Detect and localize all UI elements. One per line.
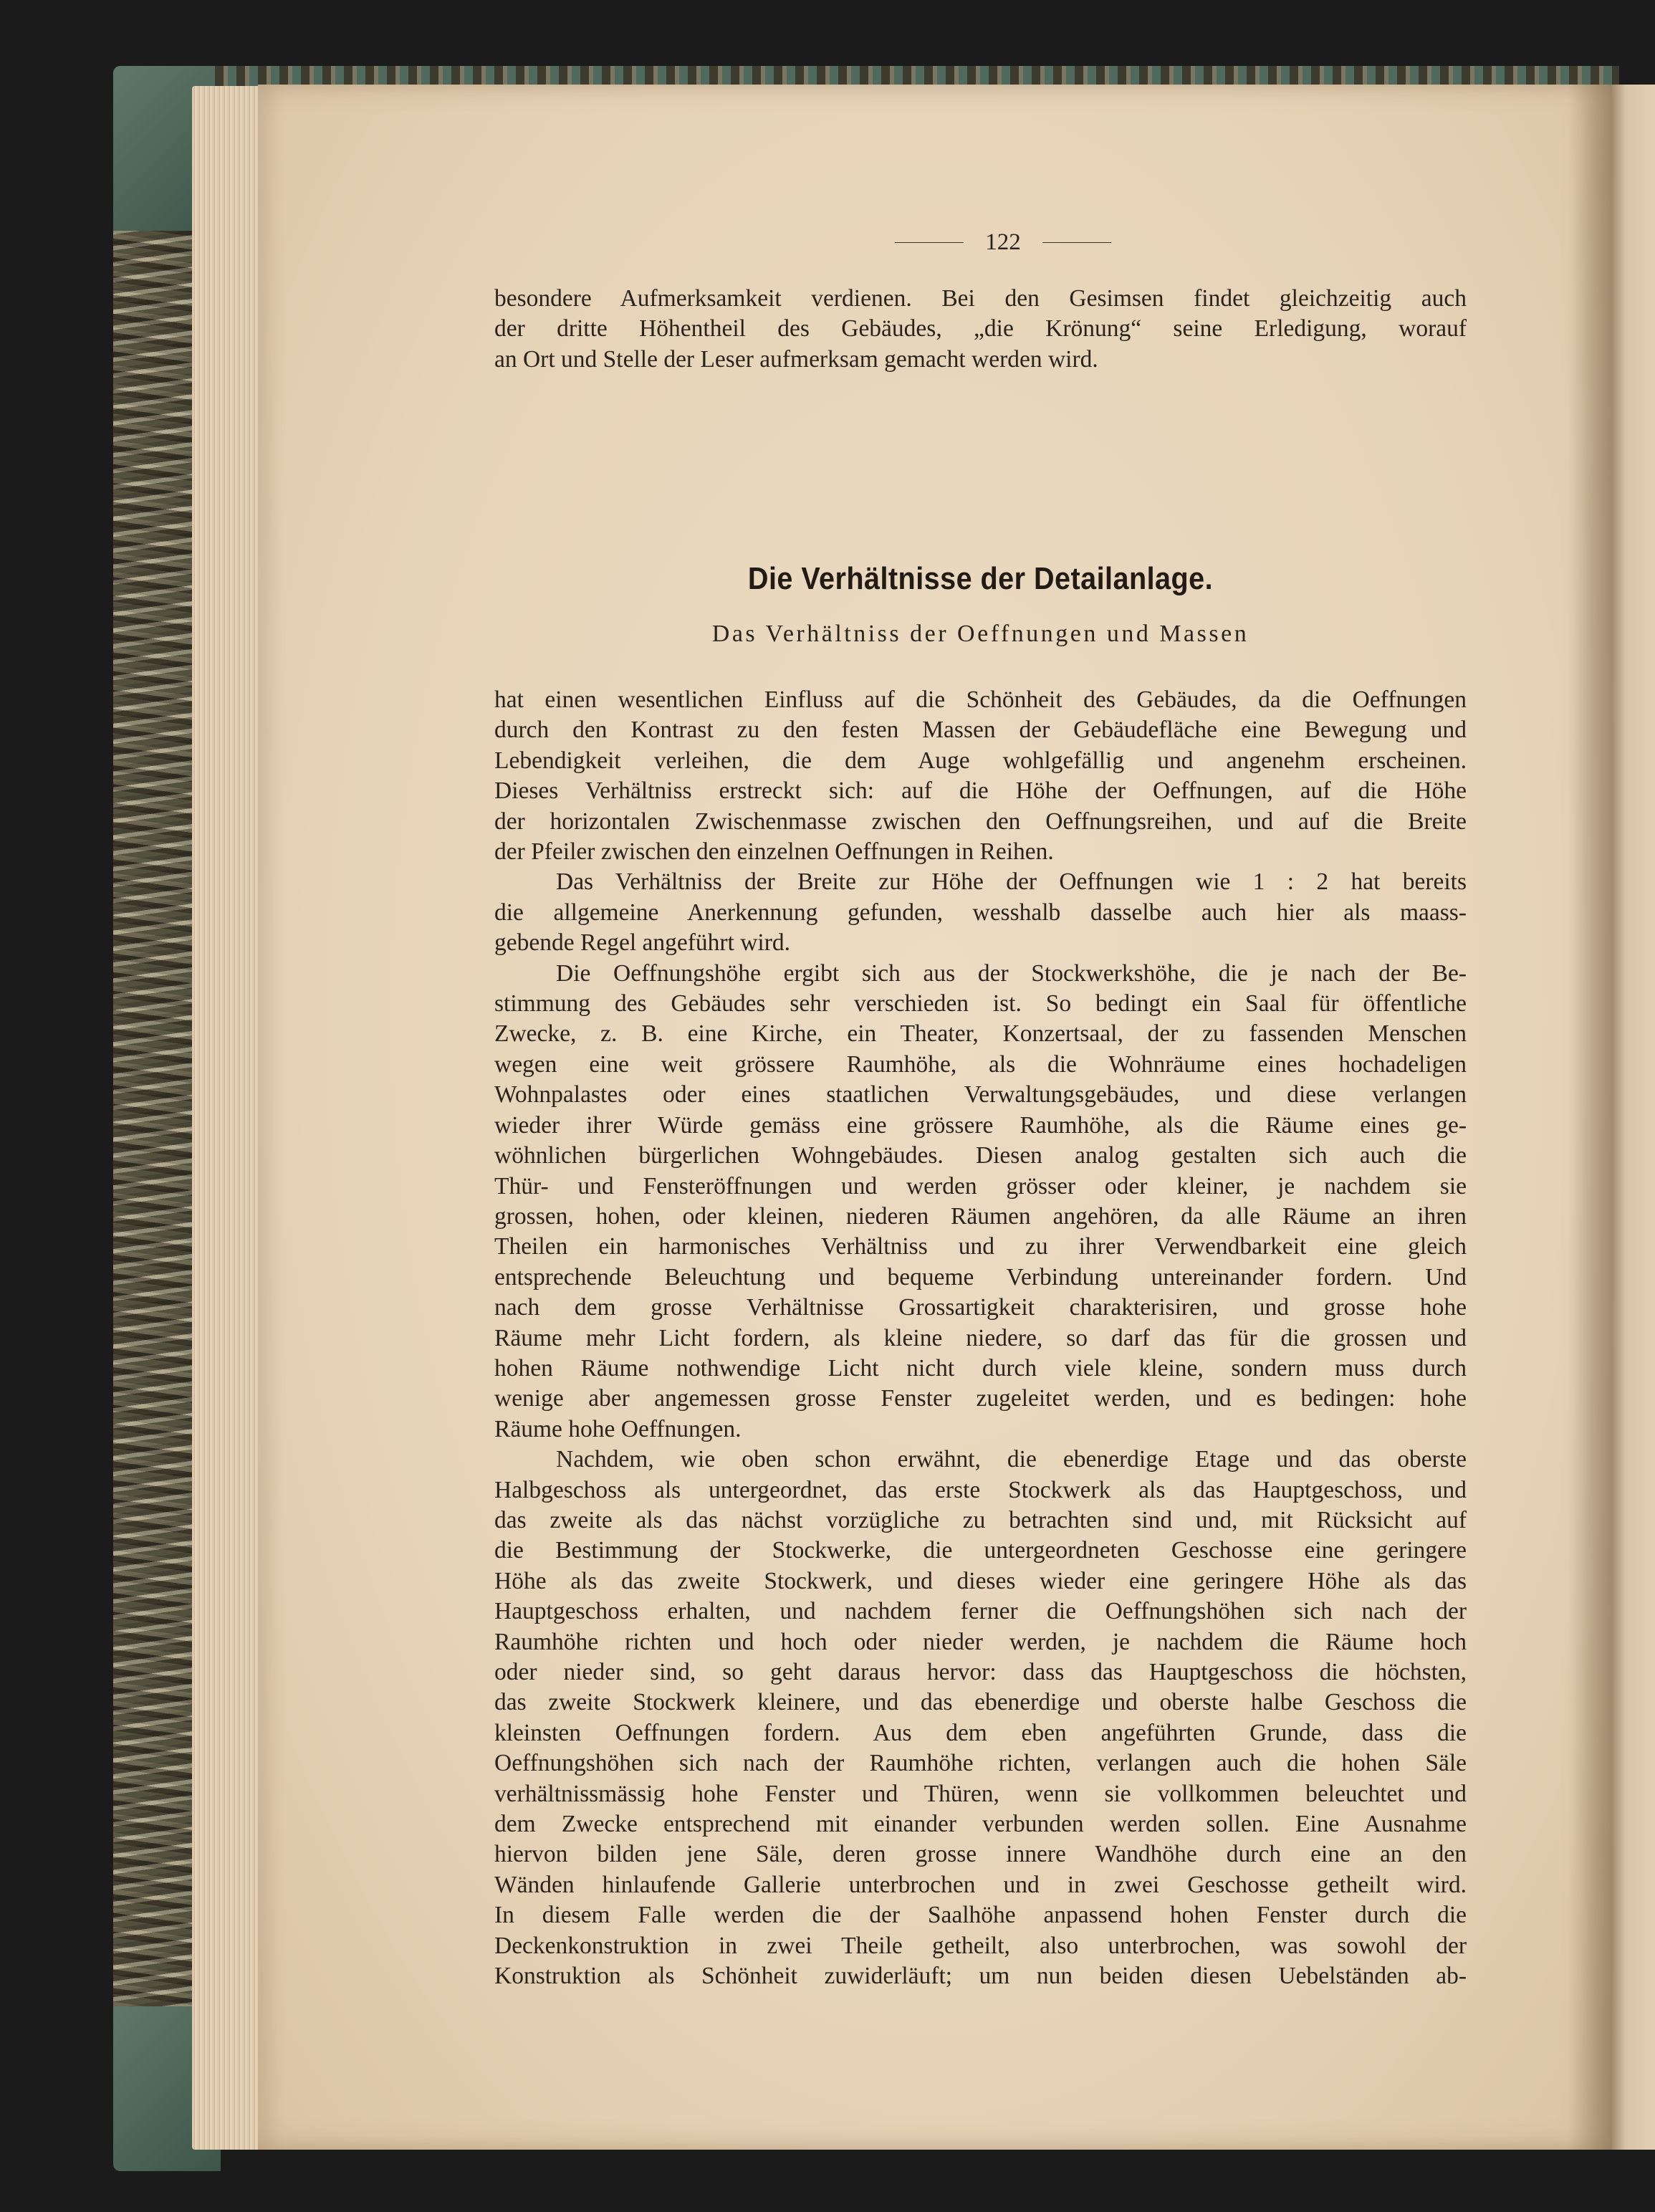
text-line: Nachdem, wie oben schon erwähnt, die ebenerdige Etage und das oberste [556, 1446, 1467, 1473]
gutter-shadow [1569, 85, 1612, 2150]
text-line: verhältnissmässig hohe Fenster und Thüren, wenn sie vollkommen beleuchtet und [494, 1780, 1467, 1807]
text-line: hohen Räume nothwendige Licht nicht durch viele kleine, sondern muss durch [494, 1354, 1467, 1382]
section-subheading: Das Verhältniss der Oeffnungen und Massen [711, 621, 1249, 647]
text-line: wegen eine weit grössere Raumhöhe, als die Wohnräume eines hochadeligen [494, 1050, 1467, 1078]
text-line: die Bestimmung der Stockwerke, die untergeordneten Geschosse eine geringere [494, 1537, 1467, 1564]
text-line: Konstruktion als Schönheit zuwiderläuft; um nun beiden diesen Uebelständen ab- [494, 1963, 1467, 1990]
text-line: an Ort und Stelle der Leser aufmerksam gemacht werden wird. [494, 345, 1098, 373]
text-line: Lebendigkeit verleihen, die dem Auge wohlgefällig und angenehm erscheinen. [494, 747, 1467, 774]
text-line: der Pfeiler zwischen den einzelnen Oeffnungen in Reihen. [494, 838, 1054, 866]
section-heading: Die Verhältnisse der Detailanlage. [747, 561, 1214, 596]
header-rule-right [1042, 242, 1111, 243]
text-line: gebende Regel angeführt wird. [494, 929, 791, 957]
text-line: Wohnpalastes oder eines staatlichen Verwaltungsgebäudes, und diese verlangen [494, 1081, 1467, 1109]
text-line: wöhnlichen bürgerlichen Wohngebäudes. Diesen analog gestalten sich auch die [494, 1142, 1467, 1169]
text-line: Die Oeffnungshöhe ergibt sich aus der Stockwerkshöhe, die je nach der Be- [556, 959, 1467, 987]
text-line: dem Zwecke entsprechend mit einander verbunden werden sollen. Eine Ausnahme [494, 1811, 1467, 1838]
text-line: nach dem grosse Verhältnisse Grossartigkeit charakterisiren, und grosse hohe [494, 1294, 1467, 1321]
text-line: kleinsten Oeffnungen fordern. Aus dem eben angeführten Grunde, dass die [494, 1719, 1467, 1746]
text-line: Raumhöhe richten und hoch oder nieder werden, je nachdem die Räume hoch [494, 1628, 1467, 1655]
text-line: Höhe als das zweite Stockwerk, und dieses wieder eine geringere Höhe als das [494, 1567, 1467, 1594]
text-line: das zweite als das nächst vorzügliche zu betrachten sind und, mit Rücksicht auf [494, 1506, 1467, 1533]
text-line: Deckenkonstruktion in zwei Theile getheilt, also unterbrochen, was sowohl der [494, 1932, 1467, 1959]
text-line: der dritte Höhentheil des Gebäudes, „die Krönung“ seine Erledigung, worauf [494, 315, 1467, 343]
text-line: oder nieder sind, so geht daraus hervor: dass das Hauptgeschoss die höchsten, [494, 1659, 1467, 1685]
book-page [258, 85, 1612, 2150]
text-line: grossen, hohen, oder kleinen, niederen Räumen angehören, da alle Räume an ihren [494, 1202, 1467, 1230]
text-line: die allgemeine Anerkennung gefunden, wesshalb dasselbe auch hier als maass- [494, 899, 1467, 926]
text-line: hat einen wesentlichen Einfluss auf die Schönheit des Gebäudes, da die Oeffnungen [494, 686, 1467, 713]
text-line: Räume hohe Oeffnungen. [494, 1415, 742, 1442]
body-text [494, 685, 1467, 1991]
text-line: Das Verhältniss der Breite zur Höhe der Oeffnungen wie 1 : 2 hat bereits [556, 868, 1467, 896]
text-line: Halbgeschoss als untergeordnet, das erste Stockwerk als das Hauptgeschoss, und [494, 1476, 1467, 1503]
text-line: entsprechende Beleuchtung und bequeme Verbindung untereinander fordern. Und [494, 1263, 1467, 1291]
text-line: Oeffnungshöhen sich nach der Raumhöhe richten, verlangen auch die hohen Säle [494, 1750, 1467, 1777]
text-line: wieder ihrer Würde gemäss eine grössere Raumhöhe, als die Räume eines ge- [494, 1111, 1467, 1139]
text-line: der horizontalen Zwischenmasse zwischen den Oeffnungsreihen, und auf die Breite [494, 808, 1467, 835]
text-line: wenige aber angemessen grosse Fenster zugeleitet werden, und es bedingen: hohe [494, 1385, 1467, 1412]
text-line: Theilen ein harmonisches Verhältniss und zu ihrer Verwendbarkeit eine gleich [494, 1233, 1467, 1260]
text-line: Thür- und Fensteröffnungen und werden grösser oder kleiner, je nachdem sie [494, 1172, 1467, 1200]
text-line: In diesem Falle werden die der Saalhöhe anpassend hohen Fenster durch die [494, 1902, 1467, 1929]
text-line: Zwecke, z. B. eine Kirche, ein Theater, Konzertsaal, der zu fassenden Menschen [494, 1020, 1467, 1048]
text-line: besondere Aufmerksamkeit verdienen. Bei den Gesimsen findet gleichzeitig auch [494, 285, 1467, 312]
text-line: Dieses Verhältniss erstreckt sich: auf die Höhe der Oeffnungen, auf die Höhe [494, 777, 1467, 805]
text-line: stimmung des Gebäudes sehr verschieden ist. So bedingt ein Saal für öffentliche [494, 990, 1467, 1018]
facing-page-edge [1606, 85, 1655, 2150]
text-line: hiervon bilden jene Säle, deren grosse innere Wandhöhe durch eine an den [494, 1841, 1467, 1868]
text-line: Räume mehr Licht fordern, als kleine niedere, so darf das für die grossen und [494, 1324, 1467, 1351]
header-rule-left [895, 242, 964, 243]
text-line: Hauptgeschoss erhalten, und nachdem ferner die Oeffnungshöhen sich nach der [494, 1598, 1467, 1625]
page-number: 122 [985, 229, 1021, 255]
text-line: durch den Kontrast zu den festen Massen der Gebäudefläche eine Bewegung und [494, 717, 1467, 744]
page-header [867, 224, 1139, 260]
text-line: das zweite Stockwerk kleinere, und das ebenerdige und oberste halbe Geschoss die [494, 1689, 1467, 1716]
text-line: Wänden hinlaufende Gallerie unterbrochen und in zwei Geschosse getheilt wird. [494, 1871, 1467, 1898]
intro-paragraph [494, 284, 1467, 375]
